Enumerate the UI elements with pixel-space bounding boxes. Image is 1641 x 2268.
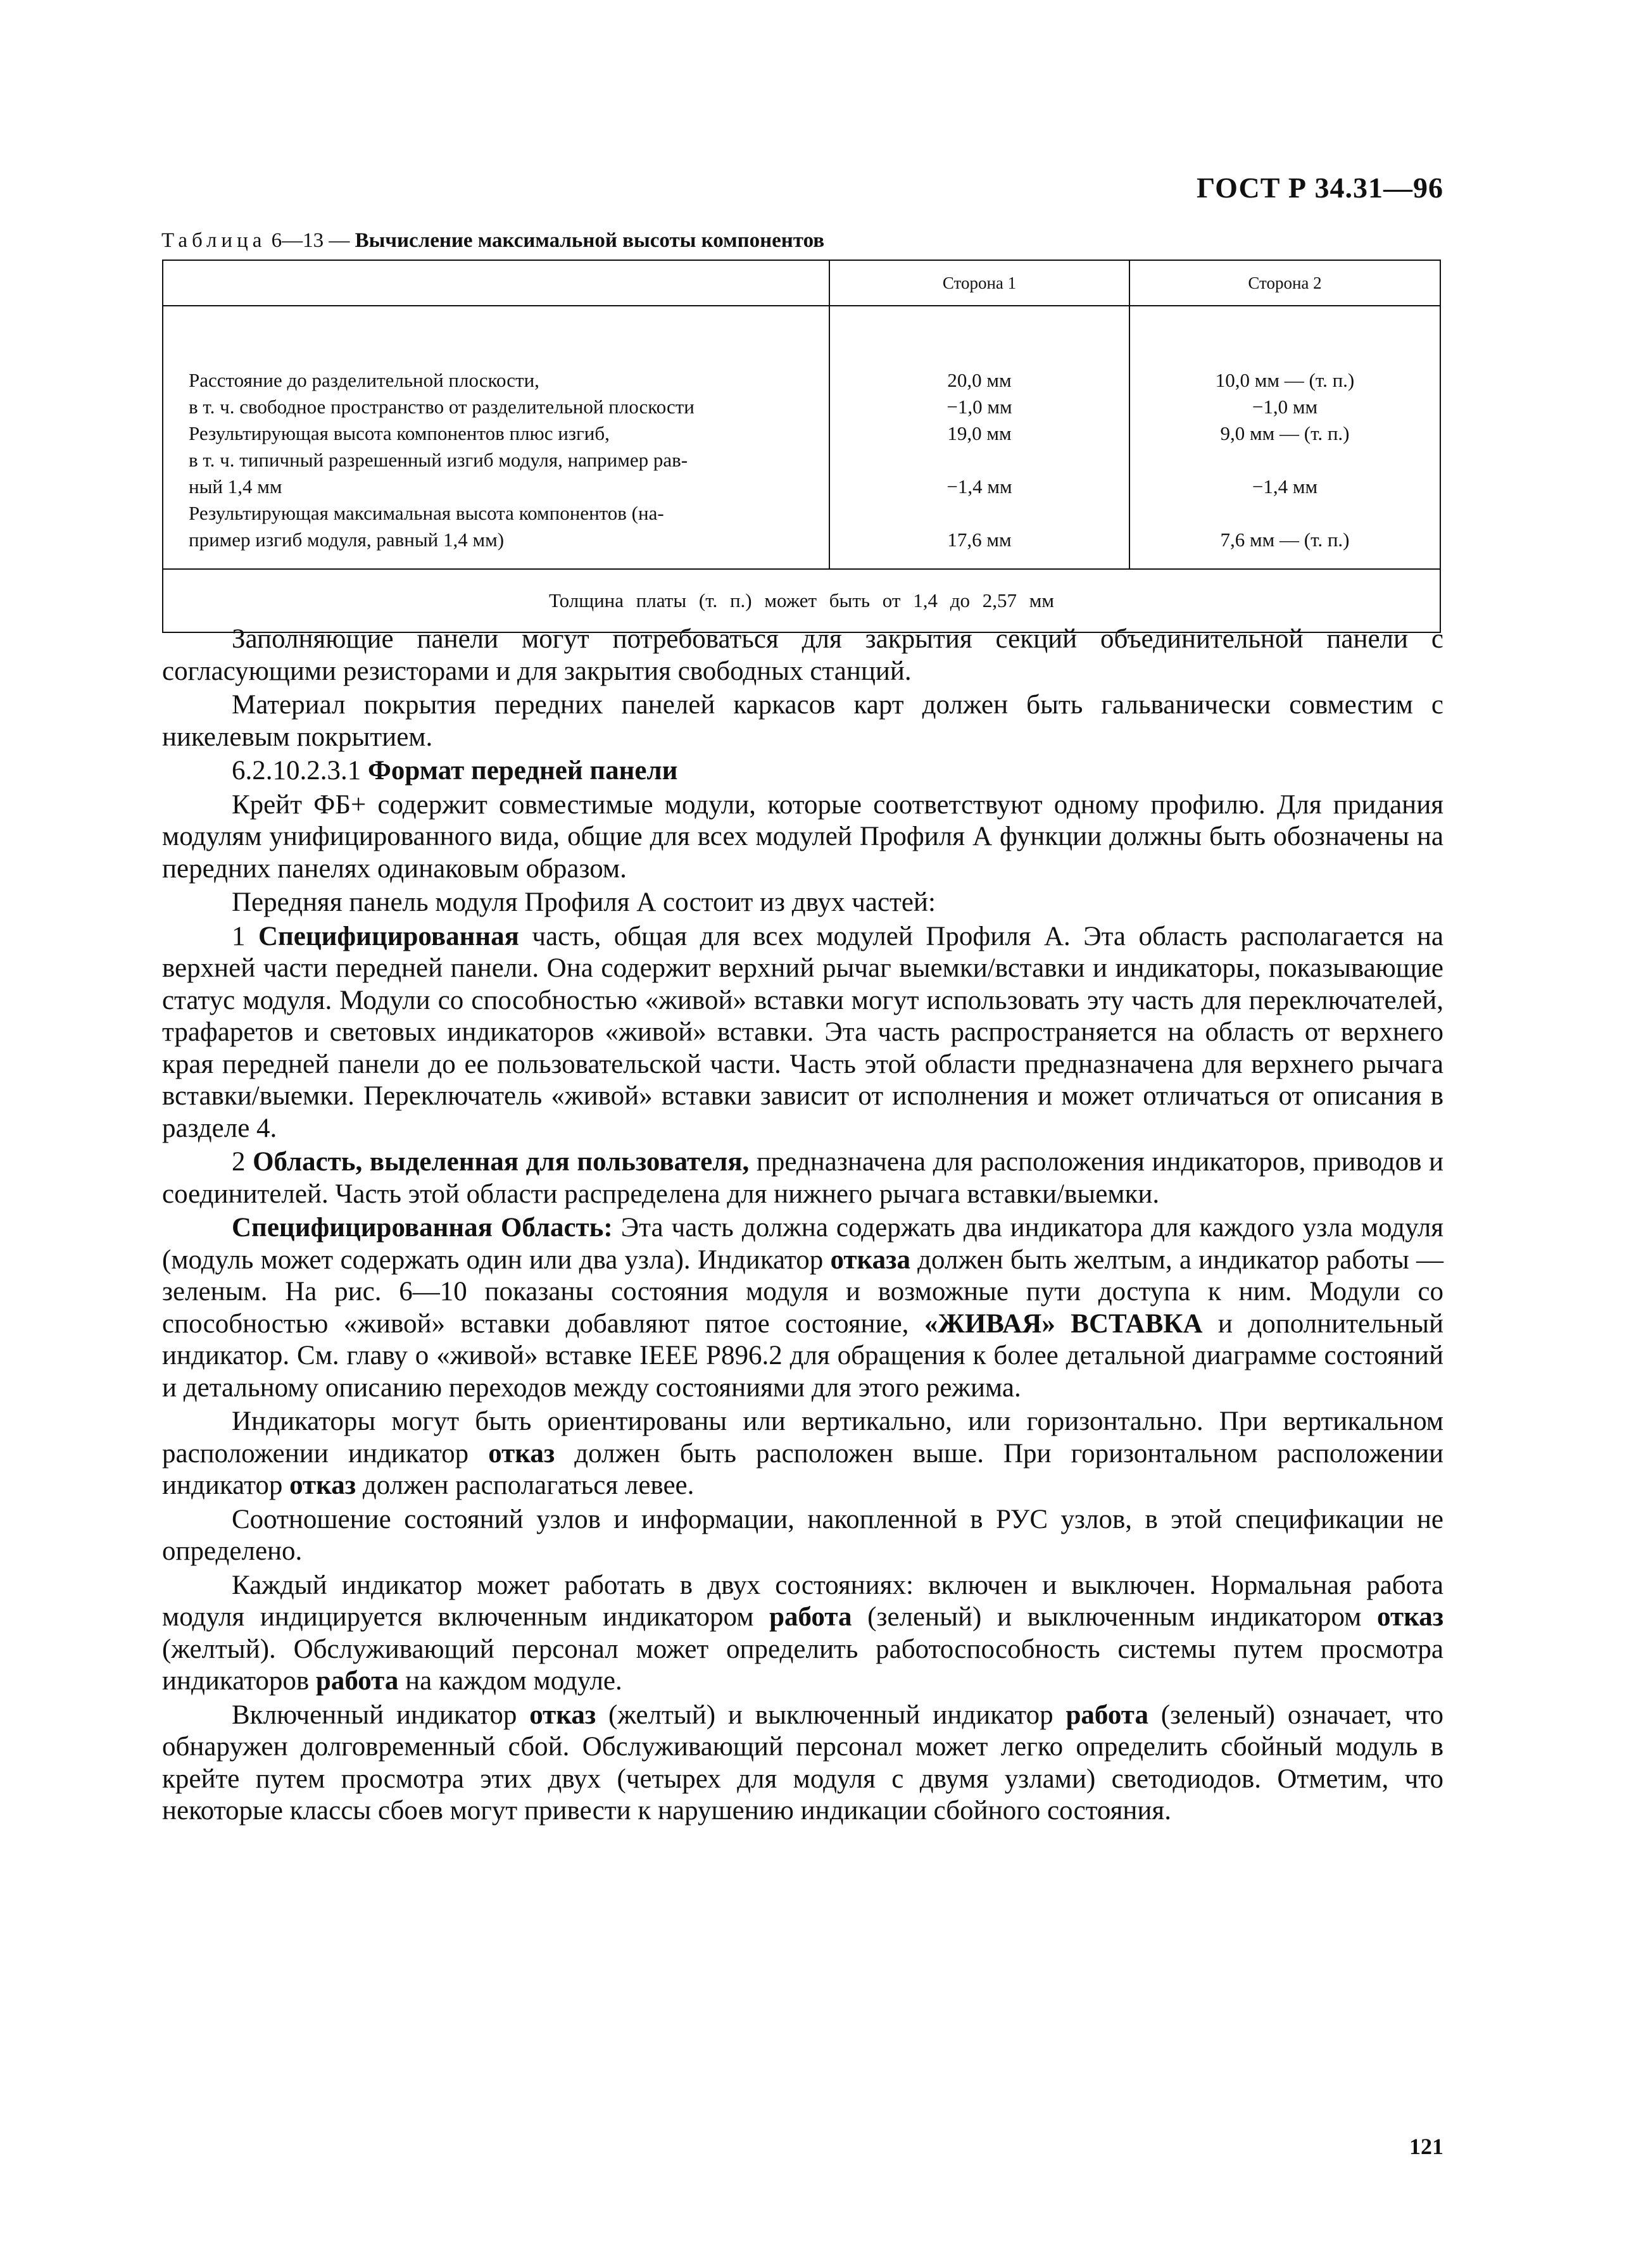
bold-term: отказа xyxy=(830,1244,910,1275)
table-header-side1: Сторона 1 xyxy=(829,260,1129,306)
paragraph: Материал покрытия передних панелей каркасов карт должен быть гальванически совместим с никелевым покрытием. xyxy=(162,690,1443,752)
paragraph-text: должен быть желтым, а индикатор работы — зеленым. На рис. 6—10 показаны состояния модуля и возможные пути доступа к ним. Модули со способностью «живой» вставки добавляют пятое состояние, xyxy=(162,1244,1443,1339)
paragraph: Крейт ФБ+ содержит совместимые модули, которые соответствуют одному профилю. Для придания модулям унифицированного вида, общие для всех модулей Профиля А функции должны быть обозначены на передних панелях одинаковым образом. xyxy=(162,789,1443,884)
side2-spacer xyxy=(1130,447,1440,473)
side1-value: 20,0 мм xyxy=(947,369,1012,391)
side2-value: −1,0 мм xyxy=(1252,396,1318,418)
paragraph xyxy=(162,921,1443,1145)
page-number: 121 xyxy=(1409,2134,1443,2159)
row-label: Расстояние до разделительной плоскости, xyxy=(189,369,539,391)
item-number: 2 xyxy=(232,1147,253,1177)
bold-term: работа xyxy=(315,1666,399,1696)
table-caption-number: 6—13 — xyxy=(271,229,355,252)
section-title: Формат передней панели xyxy=(368,756,678,786)
table-row-labels xyxy=(163,306,829,569)
bold-term: Область, выделенная для пользователя, xyxy=(253,1147,750,1177)
row-label: в т. ч. свободное пространство от разделительной плоскости xyxy=(189,396,695,418)
bold-term: Специфицированная Область: xyxy=(232,1213,613,1243)
side2-spacer xyxy=(1130,500,1440,527)
side1-value: 19,0 мм xyxy=(947,422,1012,444)
paragraph: Передняя панель модуля Профиля А состоит из двух частей: xyxy=(232,887,936,917)
section-number: 6.2.10.2.3.1 xyxy=(232,756,368,786)
paragraph-text: и дополнительный индикатор. См. главу о «живой» вставке IEEE P896.2 для обращения к более детальной диаграмме состояний и детальному описанию переходов между состояниями для этого режима. xyxy=(162,1308,1443,1403)
paragraph-text: предназначена для расположения индикаторов, приводов и соединителей. Часть этой области распределена для нижнего рычага вставки/выемки. xyxy=(162,1147,1444,1209)
paragraph xyxy=(162,1570,1443,1698)
side1-spacer xyxy=(830,500,1129,527)
bold-term: отказ xyxy=(529,1700,596,1730)
paragraph-text: Индикаторы могут быть ориентированы или вертикально, или горизонтально. При вертикальном расположении индикатор xyxy=(162,1407,1443,1469)
bold-term: отказ xyxy=(289,1470,356,1500)
paragraph: Соотношение состояний узлов и информации, накопленной в РУС узлов, в этой спецификации не определено. xyxy=(162,1504,1443,1566)
side1-spacer xyxy=(830,447,1129,473)
paragraph-text: часть, общая для всех модулей Профиля А. Эта область располагается на верхней части передней панели. Она содержит верхний рычаг выемки/вставки и индикаторы, показывающие статус модуля. Модули со способностью «живой» вставки могут использовать эту часть для переключателей, трафаретов и световых индикаторов «живой» вставки. Эта часть распространяется на область от верхнего края передней панели до ее пользовательской части. Часть этой области предназначена для верхнего рычага вставки/выемки. Переключатель «живой» вставки зависит от исполнения и может отличаться от описания в разделе 4. xyxy=(162,921,1443,1143)
table-note: Толщина платы (т. п.) может быть от 1,4 до 2,57 мм xyxy=(163,569,1440,632)
paragraph-text: Эта часть должна содержать два индикатора для каждого узла модуля (модуль может содержать один или два узла). Индикатор xyxy=(162,1213,1443,1275)
side2-value: 7,6 мм — (т. п.) xyxy=(1220,529,1350,551)
side2-value: 10,0 мм — (т. п.) xyxy=(1215,369,1355,391)
bold-term: работа xyxy=(769,1602,852,1632)
paragraph-text: должен располагаться левее. xyxy=(356,1470,695,1500)
row-label: ный 1,4 мм xyxy=(189,475,282,498)
paragraph-text: должен быть расположен выше. При горизонтальном расположении индикатор xyxy=(162,1438,1443,1500)
paragraph-text: Каждый индикатор может работать в двух состояниях: включен и выключен. Нормальная работа модуля индицируется включенным индикатором xyxy=(162,1570,1443,1632)
side1-value: 17,6 мм xyxy=(947,529,1012,551)
side2-value: 9,0 мм — (т. п.) xyxy=(1220,422,1350,444)
paragraph-text: на каждом модуле. xyxy=(398,1666,622,1696)
paragraph-text: Включенный индикатор xyxy=(232,1700,530,1730)
table-note-row xyxy=(163,569,1440,632)
bold-term: отказ xyxy=(1377,1602,1444,1632)
table-header-blank xyxy=(163,260,829,306)
paragraph: Заполняющие панели могут потребоваться для закрытия секций объединительной панели с согласующими резисторами и для закрытия свободных станций. xyxy=(162,624,1443,686)
standard-header: ГОСТ Р 34.31—96 xyxy=(1197,172,1443,204)
component-height-table xyxy=(162,260,1441,633)
table-caption-label: Таблица xyxy=(161,229,267,252)
side1-value: −1,4 мм xyxy=(946,475,1012,498)
paragraph-text: (желтый) и выключенный индикатор xyxy=(596,1700,1066,1730)
row-label: в т. ч. типичный разрешенный изгиб модуля, например рав- xyxy=(189,449,688,471)
table-header-row xyxy=(163,260,1440,306)
table-caption-title: Вычисление максимальной высоты компонентов xyxy=(355,229,825,252)
table-side2-values xyxy=(1129,306,1440,569)
paragraph xyxy=(162,1700,1443,1827)
paragraph-text: (зеленый) означает, что обнаружен долговременный сбой. Обслуживающий персонал может легко определить сбойный модуль в крейте путем просмотра этих двух (четырех для модуля с двумя узлами) светодиодов. Отметим, что некоторые классы сбоев могут привести к нарушению индикации сбойного состояния. xyxy=(162,1700,1443,1826)
paragraph-text: (желтый). Обслуживающий персонал может определить работоспособность системы путем просмотра индикаторов xyxy=(162,1634,1443,1696)
bold-term: Специфицированная xyxy=(258,921,519,951)
row-label: Результирующая высота компонентов плюс изгиб, xyxy=(189,422,610,444)
table-caption xyxy=(161,229,1111,253)
table-body-row xyxy=(163,306,1440,569)
bold-term: работа xyxy=(1066,1700,1148,1730)
row-label: пример изгиб модуля, равный 1,4 мм) xyxy=(189,529,505,551)
bold-term: отказ xyxy=(488,1438,555,1469)
section-heading xyxy=(162,755,1443,787)
paragraph xyxy=(162,1406,1443,1502)
bold-term: «ЖИВАЯ» ВСТАВКА xyxy=(924,1308,1203,1339)
body-text xyxy=(162,623,1443,1829)
item-number: 1 xyxy=(232,921,258,951)
row-label: Результирующая максимальная высота компонентов (на- xyxy=(189,502,664,524)
table-header-side2: Сторона 2 xyxy=(1129,260,1440,306)
paragraph xyxy=(162,1146,1443,1210)
table-side1-values xyxy=(829,306,1129,569)
side1-value: −1,0 мм xyxy=(946,396,1012,418)
paragraph-text: (зеленый) и выключенным индикатором xyxy=(852,1602,1378,1632)
side2-value: −1,4 мм xyxy=(1252,475,1318,498)
paragraph xyxy=(162,1212,1443,1404)
